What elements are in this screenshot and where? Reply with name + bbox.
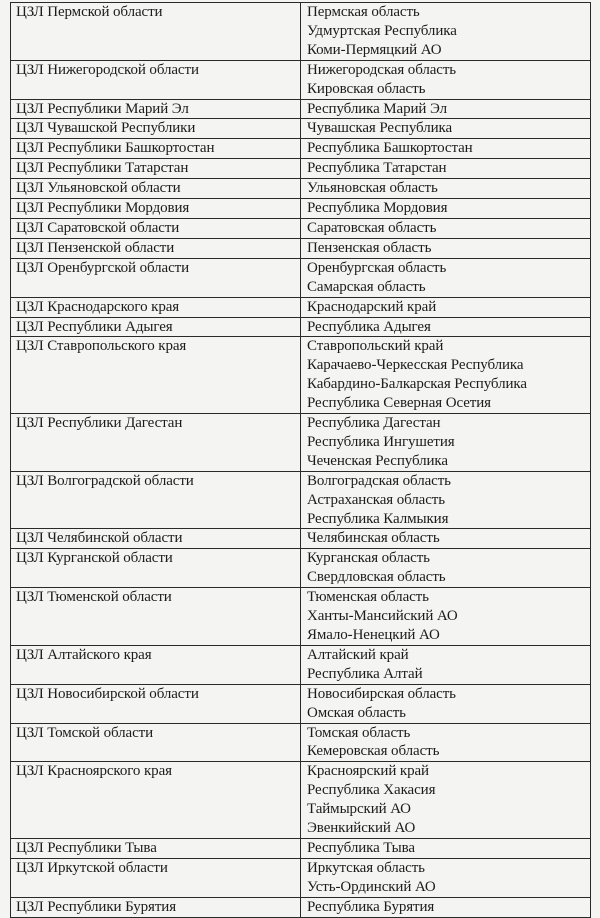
subject-line: Кабардино-Балкарская Республика [307,376,527,393]
subjects-cell [301,218,591,238]
subjects-cell [301,471,591,529]
table-row [11,238,591,258]
subject-line: Краснодарский край [307,298,437,315]
subject-line: Ставропольский край [307,338,444,355]
subjects-cell [301,199,591,219]
subjects-cell [301,645,591,684]
table-row [11,99,591,119]
center-name-cell: ЦЗЛ Ставропольского края [11,337,301,414]
subject-line: Республика Калмыкия [307,510,449,527]
subject-line: Республика Татарстан [307,160,447,177]
subject-line: Иркутская область [307,859,425,876]
subject-line: Республика Адыгея [307,318,431,335]
center-name-cell: ЦЗЛ Волгоградской области [11,471,301,529]
center-name-cell: ЦЗЛ Нижегородской области [11,60,301,99]
center-name-cell: ЦЗЛ Чувашской Республики [11,119,301,139]
center-name-cell: ЦЗЛ Пермской области [11,3,301,61]
subjects-cell [301,238,591,258]
subject-line: Коми-Пермяцкий АО [307,41,442,58]
subject-line: Кемеровская область [307,743,440,760]
subject-line: Ямало-Ненецкий АО [307,627,440,643]
subject-line: Алтайский край [307,646,409,663]
table-row [11,838,591,858]
table-row [11,588,591,646]
subjects-cell [301,139,591,159]
subject-line: Омская область [307,704,406,721]
subject-line: Курганская область [307,550,430,567]
center-name-cell: ЦЗЛ Красноярского края [11,762,301,839]
table-row [11,60,591,99]
subject-line: Республика Алтай [307,665,423,682]
table-row [11,471,591,529]
subject-line: Республика Бурятия [307,898,435,915]
subjects-cell [301,549,591,588]
center-name-cell: ЦЗЛ Новосибирской области [11,684,301,723]
center-name-cell: ЦЗЛ Алтайского края [11,645,301,684]
subject-line: Пермская область [307,4,420,20]
subject-line: Нижегородская область [307,61,457,78]
subject-line: Самарская область [307,278,426,295]
center-name-cell: ЦЗЛ Пензенской области [11,238,301,258]
subjects-cell [301,858,591,897]
table-row [11,297,591,317]
subject-line: Эвенкийский АО [307,820,416,837]
table-row [11,762,591,839]
table-row [11,119,591,139]
subject-line: Республика Марий Эл [307,100,447,117]
table-row [11,139,591,159]
subjects-cell [301,258,591,297]
subjects-cell [301,99,591,119]
table-row [11,199,591,219]
subject-line: Пензенская область [307,239,432,256]
subject-line: Волгоградская область [307,472,451,489]
subjects-cell [301,588,591,646]
subjects-cell [301,179,591,199]
subject-line: Саратовская область [307,219,437,236]
subjects-cell [301,119,591,139]
center-name-cell: ЦЗЛ Тюменской области [11,588,301,646]
subject-line: Новосибирская область [307,685,456,702]
center-name-cell: ЦЗЛ Иркутской области [11,858,301,897]
center-name-cell: ЦЗЛ Республики Башкортостан [11,139,301,159]
center-name-cell: ЦЗЛ Краснодарского края [11,297,301,317]
subjects-cell [301,762,591,839]
center-name-cell: ЦЗЛ Республики Дагестан [11,414,301,472]
subject-line: Астраханская область [307,491,445,508]
subjects-cell [301,3,591,61]
subjects-cell [301,317,591,337]
subject-line: Свердловская область [307,569,446,586]
table-row [11,317,591,337]
center-name-cell: ЦЗЛ Курганской области [11,549,301,588]
table-row [11,414,591,472]
table-row [11,723,591,762]
subject-line: Удмуртская Республика [307,22,457,39]
subject-line: Республика Северная Осетия [307,395,491,412]
table-row [11,645,591,684]
table-row [11,858,591,897]
subject-line: Чеченская Республика [307,452,448,469]
center-name-cell: ЦЗЛ Республики Тыва [11,838,301,858]
center-name-cell: ЦЗЛ Ульяновской области [11,179,301,199]
table-row [11,337,591,414]
subject-line: Тюменская область [307,589,429,606]
subject-line: Республика Мордовия [307,200,448,217]
subjects-cell [301,60,591,99]
table-row [11,179,591,199]
table-row [11,218,591,238]
center-name-cell: ЦЗЛ Республики Адыгея [11,317,301,337]
subject-line: Ульяновская область [307,180,438,197]
subject-line: Томская область [307,724,411,741]
subjects-cell [301,159,591,179]
subjects-cell [301,337,591,414]
subject-line: Республика Дагестан [307,415,441,432]
table-row [11,159,591,179]
subjects-cell [301,414,591,472]
center-name-cell: ЦЗЛ Томской области [11,723,301,762]
subjects-cell [301,838,591,858]
regions-table-body [11,3,591,918]
table-row [11,549,591,588]
subject-line: Оренбургская область [307,259,447,276]
center-name-cell: ЦЗЛ Оренбургской области [11,258,301,297]
table-row [11,684,591,723]
subject-line: Таймырский АО [307,801,411,818]
subjects-cell [301,723,591,762]
subject-line: Республика Тыва [307,839,415,856]
regions-table [10,2,591,918]
subjects-cell [301,529,591,549]
subject-line: Республика Хакасия [307,782,436,799]
subject-line: Кировская область [307,80,426,97]
subject-line: Чувашская Республика [307,120,453,137]
center-name-cell: ЦЗЛ Республики Бурятия [11,897,301,917]
center-name-cell: ЦЗЛ Республики Марий Эл [11,99,301,119]
subject-line: Ханты-Мансийский АО [307,608,458,625]
table-row [11,529,591,549]
table-row [11,3,591,61]
center-name-cell: ЦЗЛ Челябинской области [11,529,301,549]
table-row [11,897,591,917]
center-name-cell: ЦЗЛ Саратовской области [11,218,301,238]
subject-line: Карачаево-Черкесская Республика [307,357,524,374]
subject-line: Усть-Ординский АО [307,878,436,895]
subject-line: Республика Башкортостан [307,140,473,157]
subject-line: Республика Ингушетия [307,433,455,450]
center-name-cell: ЦЗЛ Республики Татарстан [11,159,301,179]
subject-line: Челябинская область [307,530,440,547]
subjects-cell [301,897,591,917]
subjects-cell [301,684,591,723]
subject-line: Красноярский край [307,763,429,780]
center-name-cell: ЦЗЛ Республики Мордовия [11,199,301,219]
subjects-cell [301,297,591,317]
table-row [11,258,591,297]
